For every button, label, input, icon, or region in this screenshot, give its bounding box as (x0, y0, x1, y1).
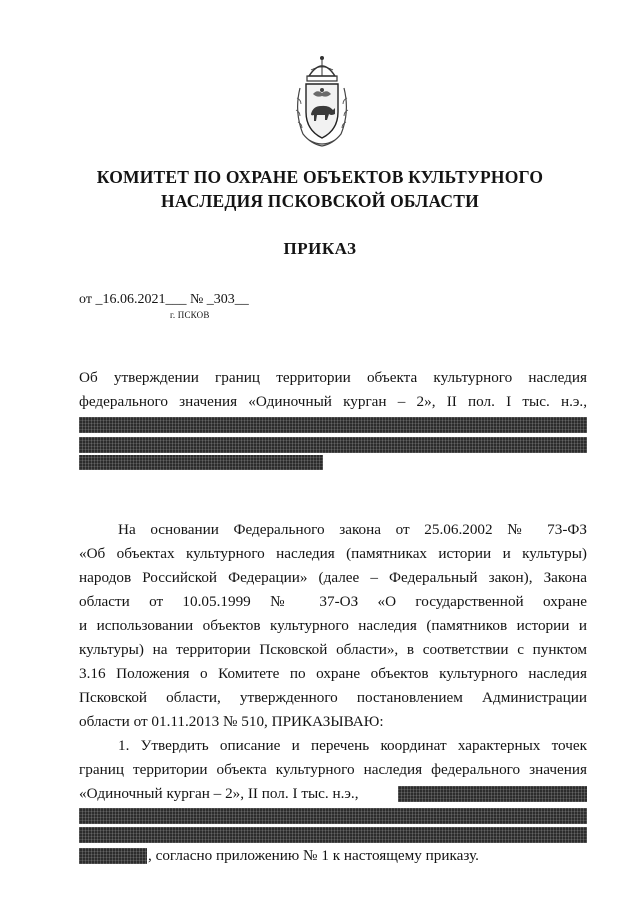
body-line-5: и использовании объектов культурного наследия (памятников истории и (79, 617, 587, 634)
redacted-block (79, 417, 587, 433)
redacted-block (398, 786, 587, 802)
body-line-1: На основании Федерального закона от 25.06.2002 № 73-ФЗ (118, 521, 587, 538)
organization-name-line-2: НАСЛЕДИЯ ПСКОВСКОЙ ОБЛАСТИ (161, 191, 479, 211)
organization-name-line-1: КОМИТЕТ ПО ОХРАНЕ ОБЪЕКТОВ КУЛЬТУРНОГО (96, 167, 544, 187)
redacted-block (79, 848, 147, 864)
body-line-11: границ территории объекта культурного наследия федерального значения (79, 761, 587, 778)
body-line-7: 3.16 Положения о Комитете по охране объектов культурного наследия (79, 665, 587, 682)
city-label: г. ПСКОВ (170, 310, 210, 320)
body-line-3: народов Российской Федерации» (далее – Федеральный закон), Закона (79, 569, 587, 586)
body-line-10: 1. Утвердить описание и перечень координат характерных точек (118, 737, 587, 754)
date-prefix: от (79, 292, 92, 307)
subject-line-2: федерального значения «Одиночный курган – 2», II пол. I тыс. н.э., (79, 393, 587, 410)
body-line-12: «Одиночный курган – 2», II пол. I тыс. н.э., (79, 785, 359, 802)
document-date: _16.06.2021___ (95, 292, 187, 307)
coat-of-arms-emblem (291, 54, 353, 150)
redacted-block (79, 437, 587, 453)
redacted-block (79, 808, 587, 824)
redacted-block (79, 827, 587, 843)
body-line-9: области от 01.11.2013 № 510, ПРИКАЗЫВАЮ: (79, 713, 384, 730)
body-line-8: Псковской области, утвержденного постановлением Администрации (79, 689, 587, 706)
redacted-block (79, 455, 323, 470)
date-number-line (79, 291, 249, 309)
body-line-4: области от 10.05.1999 № 37-ОЗ «О государственной охране (79, 593, 587, 610)
body-line-2: «Об объектах культурного наследия (памятниках истории и культуры) (79, 545, 587, 562)
body-line-6: культуры) на территории Псковской области», в соответствии с пунктом (79, 641, 587, 658)
number-sign: № (189, 292, 204, 307)
document-number: _303__ (206, 292, 249, 307)
document-type-title: ПРИКАЗ (283, 239, 357, 258)
subject-line-1: Об утверждении границ территории объекта культурного наследия (79, 369, 587, 386)
body-line-13: , согласно приложению № 1 к настоящему приказу. (148, 847, 479, 864)
